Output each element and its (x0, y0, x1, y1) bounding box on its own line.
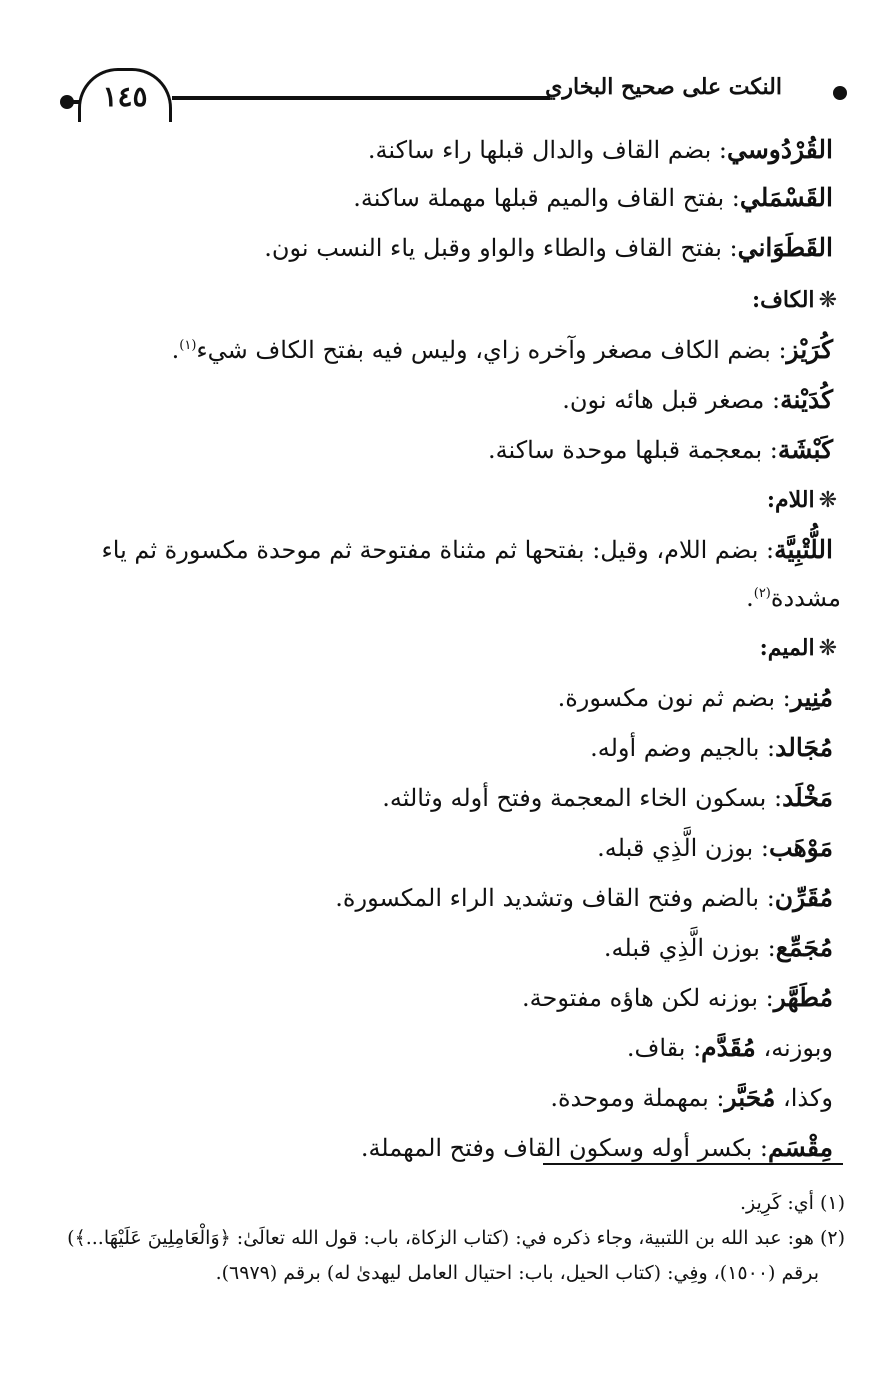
entry-end-punctuation: . (171, 336, 180, 364)
entry-line (382, 778, 833, 818)
entry-definition: : بفتح القاف والطاء والواو وقبل ياء النسب نون. (264, 234, 738, 262)
header-dot-right (833, 86, 847, 100)
entry-term: كَبْشَة (777, 435, 833, 464)
entry-line (335, 878, 833, 918)
entry-line (488, 430, 833, 470)
entry-term: كُرَيْز (786, 335, 833, 364)
entry-definition: : بقاف. (626, 1034, 702, 1062)
entry-term: مُطَهَّر (773, 983, 833, 1012)
entry-line (522, 978, 833, 1018)
entry-term: القَطَوَاني (737, 233, 833, 262)
footnote-marker: (١) (179, 338, 197, 353)
section-heading (760, 628, 837, 669)
entry-end-punctuation: . (746, 584, 754, 612)
entry-line (172, 330, 833, 370)
entry-term: مُقَدَّم (701, 1033, 756, 1062)
entry-definition: : بضم اللام، وقيل: بفتحها ثم مثناة مفتوحة ثم موحدة مكسورة ثم ياء (101, 536, 775, 564)
flower-bullet-icon: ❋ (818, 636, 837, 661)
header-rule-right (172, 96, 550, 100)
flower-bullet-icon: ❋ (818, 488, 837, 513)
section-heading-label: الميم: (759, 635, 815, 661)
entry-line (368, 130, 833, 170)
entry-term: القَسْمَلي (739, 183, 833, 212)
entry-definition: مشددة (770, 584, 841, 612)
entry-line (597, 828, 833, 868)
page-number-badge (78, 68, 172, 122)
entry-term: مَوْهَب (768, 833, 833, 862)
entry-definition: : بالجيم وضم أوله. (590, 734, 776, 762)
entry-definition: : بفتح القاف والميم قبلها مهملة ساكنة. (353, 184, 740, 212)
entry-term: مُجَالد (775, 733, 833, 762)
flower-bullet-icon: ❋ (818, 288, 837, 313)
entry-prefix: وكذا، (775, 1084, 833, 1112)
section-heading-label: اللام: (766, 487, 815, 513)
footnote-marker: (٢) (753, 586, 771, 601)
section-heading (752, 280, 837, 321)
entry-line (627, 1028, 833, 1068)
entry-term: مُنِير (790, 683, 833, 712)
entry-term: مُحَبَّر (724, 1083, 776, 1112)
entry-definition: : بكسر أوله وسكون القاف وفتح المهملة. (360, 1134, 769, 1162)
entry-term: القُرْدُوسي (727, 135, 833, 164)
entry-definition: : بمهملة وموحدة. (550, 1084, 725, 1112)
entry-line (558, 678, 833, 718)
footnote-1: (١) أي: كَرِيز. (739, 1192, 845, 1214)
page-number: ١٤٥ (102, 80, 148, 113)
entry-definition: : بوزن الَّذِي قبله. (597, 834, 769, 862)
entry-line (264, 228, 833, 268)
entry-term: اللُّتْبِيَّة (774, 535, 833, 564)
entry-definition: : بالضم وفتح القاف وتشديد الراء المكسورة. (335, 884, 775, 912)
entry-definition: : بضم ثم نون مكسورة. (557, 684, 791, 712)
entry-term: مِقْسَم (768, 1133, 833, 1162)
entry-definition: : بمعجمة قبلها موحدة ساكنة. (487, 436, 778, 464)
entry-term: مُقَرِّن (774, 883, 833, 912)
entry-line (562, 380, 833, 420)
footnote-2: (٢) هو: عبد الله بن اللتبية، وجاء ذكره في: (كتاب الزكاة، باب: قول الله تعالَىٰ: ﴿وَالْعَامِلِينَ عَلَيْهَا...﴾) (67, 1227, 845, 1249)
entry-term: مَخْلَد (782, 783, 833, 812)
footnote-2-continued: برقم (١٥٠٠)، وفِي: (كتاب الحيل، باب: احتيال العامل ليهدىٰ له) برقم (٦٩٧٩). (215, 1262, 819, 1284)
entry-definition: : بضم القاف والدال قبلها راء ساكنة. (367, 136, 727, 164)
entry-definition: : بوزنه لكن هاؤه مفتوحة. (522, 984, 774, 1012)
entry-line (353, 178, 833, 218)
entry-line (590, 728, 833, 768)
footnote-separator (543, 1163, 843, 1165)
entry-line (361, 1128, 833, 1168)
entry-term: كُدَيْنة (780, 385, 833, 414)
section-heading-label: الكاف: (751, 287, 815, 313)
entry-term: مُجَمِّع (775, 933, 833, 962)
entry-definition: : بسكون الخاء المعجمة وفتح أوله وثالثه. (382, 784, 783, 812)
running-header-title: النكت على صحيح البخاري (545, 74, 782, 100)
entry-prefix: وبوزنه، (755, 1034, 833, 1062)
section-heading (767, 480, 837, 521)
entry-line (604, 928, 833, 968)
entry-definition: : بضم الكاف مصغر وآخره زاي، وليس فيه بفتح الكاف شيء (196, 336, 787, 364)
entry-definition: : بوزن الَّذِي قبله. (603, 934, 776, 962)
entry-definition: : مصغر قبل هائه نون. (562, 386, 781, 414)
entry-line (746, 578, 841, 618)
entry-line (101, 530, 833, 570)
entry-line (550, 1078, 833, 1118)
